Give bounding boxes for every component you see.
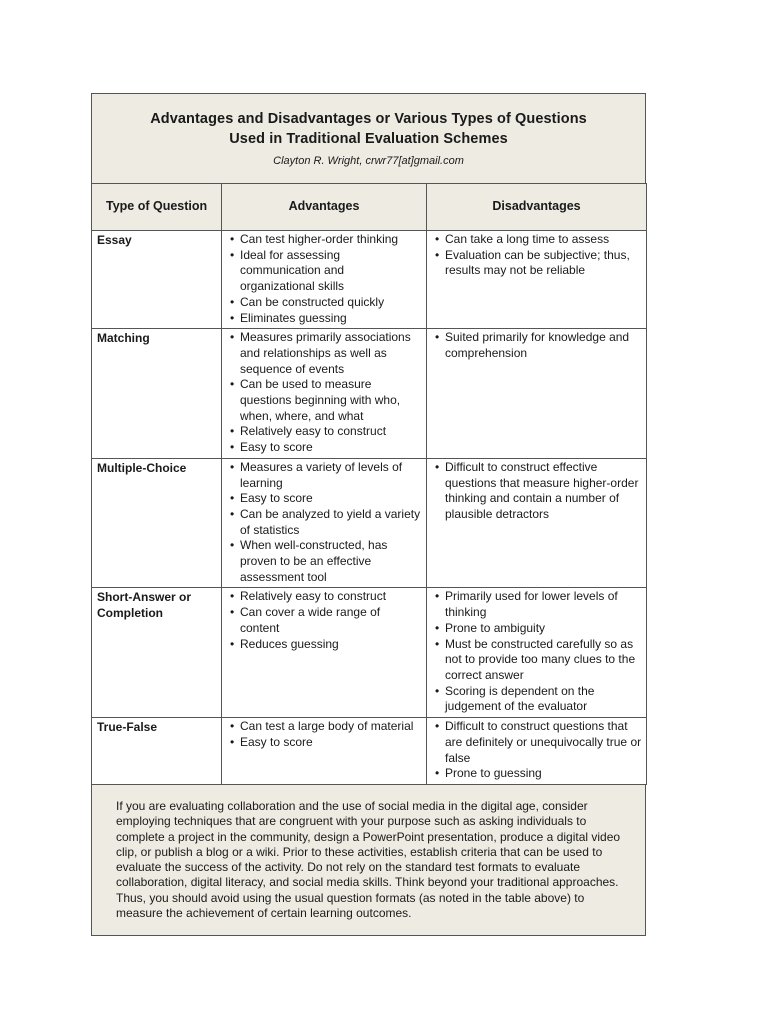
list-item: • Can be analyzed to yield a variety of statistics <box>230 507 422 538</box>
advantages-list <box>230 232 422 326</box>
question-type: Multiple-Choice <box>92 458 222 588</box>
list-item: • Easy to score <box>230 735 422 751</box>
document <box>91 93 646 936</box>
disadvantages-list <box>435 232 642 279</box>
list-item: • Relatively easy to construct <box>230 589 422 605</box>
list-item: • Evaluation can be subjective; thus, results may not be reliable <box>435 248 642 279</box>
footer-note: If you are evaluating collaboration and the use of social media in the digital age, consider employing techniques that are congruent with your purpose such as asking individuals to complete a project in the community, design a PowerPoint presentation, produce a digital video clip, or publish a blog or a wiki. Prior to these activities, establish criteria that can be used to evaluate the success of the activity. Do not rely on the standard test formats to evaluate collaboration, digital literacy, and social media skills. Think beyond your traditional approaches. Thus, you should avoid using the usual question formats (as noted in the table above) to measure the achievement of certain learning outcomes. <box>91 785 646 936</box>
column-header-disadvantages: Disadvantages <box>427 184 647 231</box>
advantages-cell <box>222 718 427 785</box>
title-line-2: Used in Traditional Evaluation Schemes <box>229 131 508 147</box>
disadvantages-list <box>435 330 642 361</box>
table-row <box>92 231 647 329</box>
comparison-table <box>91 183 647 785</box>
advantages-cell <box>222 231 427 329</box>
list-item: • Relatively easy to construct <box>230 424 422 440</box>
table-row <box>92 458 647 588</box>
advantages-list <box>230 719 422 750</box>
author-credit: Clayton R. Wright, crwr77[at]gmail.com <box>273 155 464 167</box>
list-item: • Suited primarily for knowledge and comprehension <box>435 330 642 361</box>
column-header-type: Type of Question <box>92 184 222 231</box>
list-item: • When well-constructed, has proven to be an effective assessment tool <box>230 538 422 585</box>
list-item: • Prone to ambiguity <box>435 621 642 637</box>
column-header-advantages: Advantages <box>222 184 427 231</box>
table-row <box>92 329 647 459</box>
question-type: True-False <box>92 718 222 785</box>
advantages-list <box>230 589 422 652</box>
advantages-cell <box>222 458 427 588</box>
list-item: • Ideal for assessing communication and organizational skills <box>230 248 422 295</box>
list-item: • Easy to score <box>230 440 422 456</box>
advantages-list <box>230 460 422 586</box>
disadvantages-cell <box>427 718 647 785</box>
disadvantages-cell <box>427 329 647 459</box>
list-item: • Measures a variety of levels of learning <box>230 460 422 491</box>
list-item: • Can take a long time to assess <box>435 232 642 248</box>
disadvantages-cell <box>427 458 647 588</box>
question-type: Short-Answer or Completion <box>92 588 222 718</box>
list-item: • Reduces guessing <box>230 637 422 653</box>
disadvantages-list <box>435 460 642 523</box>
disadvantages-cell <box>427 231 647 329</box>
table-header-row <box>92 184 647 231</box>
list-item: • Measures primarily associations and relationships as well as sequence of events <box>230 330 422 377</box>
disadvantages-list <box>435 589 642 715</box>
disadvantages-list <box>435 719 642 782</box>
list-item: • Can test higher-order thinking <box>230 232 422 248</box>
advantages-list <box>230 330 422 456</box>
list-item: • Can test a large body of material <box>230 719 422 735</box>
table-row <box>92 588 647 718</box>
disadvantages-cell <box>427 588 647 718</box>
question-type: Essay <box>92 231 222 329</box>
list-item: • Primarily used for lower levels of thinking <box>435 589 642 620</box>
list-item: • Easy to score <box>230 491 422 507</box>
list-item: • Can cover a wide range of content <box>230 605 422 636</box>
title-block <box>91 93 646 183</box>
list-item: • Must be constructed carefully so as not to provide too many clues to the correct answer <box>435 637 642 684</box>
title-line-1: Advantages and Disadvantages or Various Types of Questions <box>150 111 587 127</box>
advantages-cell <box>222 588 427 718</box>
question-type: Matching <box>92 329 222 459</box>
list-item: • Can be constructed quickly <box>230 295 422 311</box>
list-item: • Eliminates guessing <box>230 311 422 327</box>
table-row <box>92 718 647 785</box>
advantages-cell <box>222 329 427 459</box>
list-item: • Difficult to construct effective questions that measure higher-order thinking and contain a number of plausible detractors <box>435 460 642 523</box>
list-item: • Scoring is dependent on the judgement of the evaluator <box>435 684 642 715</box>
list-item: • Can be used to measure questions beginning with who, when, where, and what <box>230 377 422 424</box>
list-item: • Difficult to construct questions that are definitely or unequivocally true or false <box>435 719 642 766</box>
list-item: • Prone to guessing <box>435 766 642 782</box>
